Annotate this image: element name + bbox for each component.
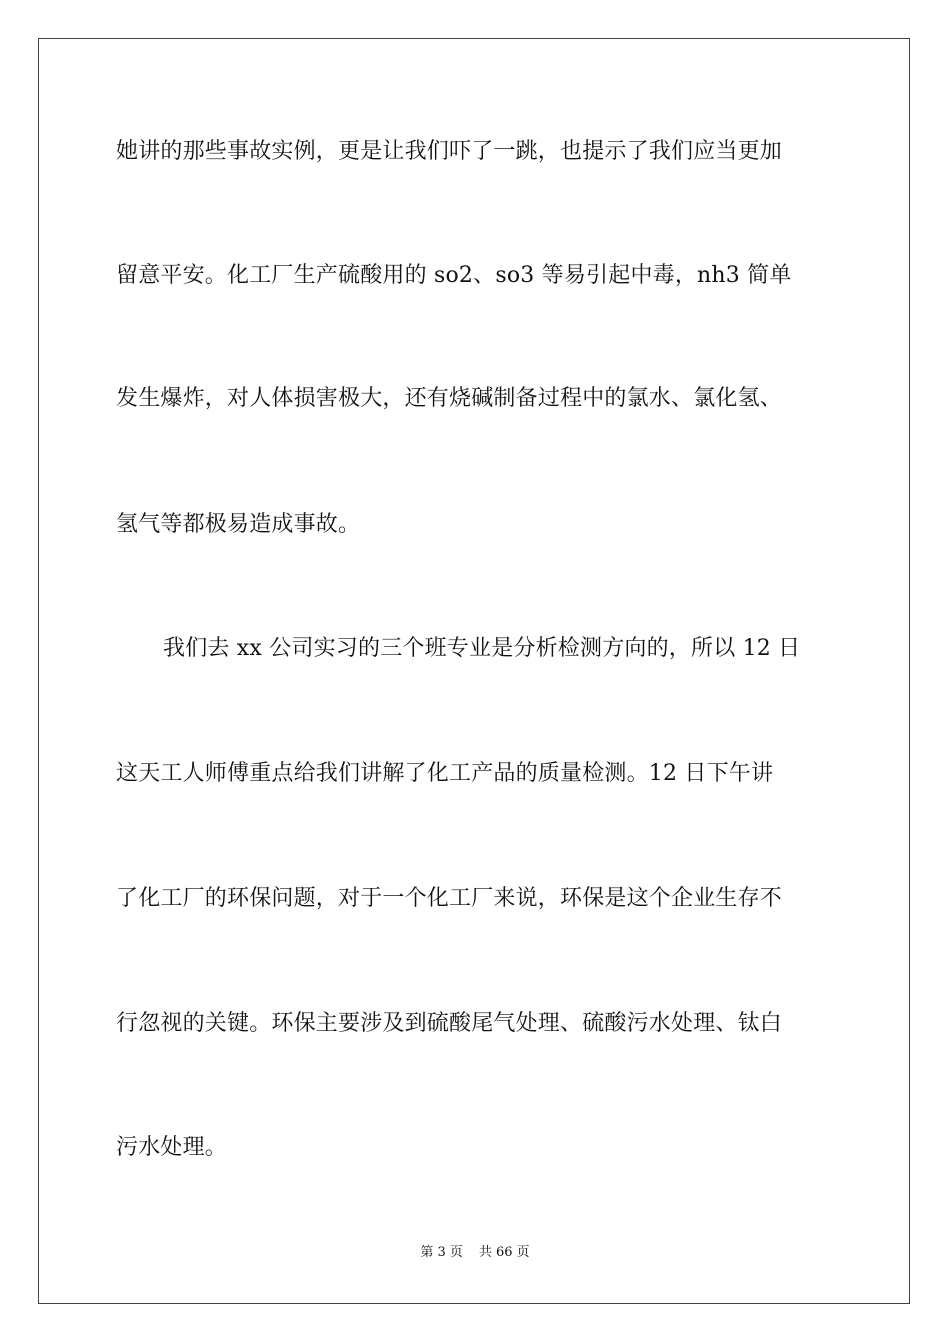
text-line-8: 行忽视的关键。环保主要涉及到硫酸尾气处理、硫酸污水处理、钛白 <box>116 1011 783 1036</box>
page-number-current: 第 3 页 <box>420 1245 463 1260</box>
text-line-9: 污水处理。 <box>116 1135 228 1160</box>
page-border <box>38 38 910 1304</box>
page-footer <box>0 1244 950 1262</box>
text-line-1: 她讲的那些事故实例，更是让我们吓了一跳，也提示了我们应当更加 <box>116 139 783 164</box>
page-number-total: 共 66 页 <box>478 1245 530 1260</box>
text-line-7: 了化工厂的环保问题，对于一个化工厂来说，环保是这个企业生存不 <box>116 886 783 911</box>
text-line-5: 我们去 xx 公司实习的三个班专业是分析检测方向的，所以 12 日 <box>163 636 801 661</box>
text-line-2: 留意平安。化工厂生产硫酸用的 so2、so3 等易引起中毒，nh3 简单 <box>116 263 792 288</box>
text-line-6: 这天工人师傅重点给我们讲解了化工产品的质量检测。12 日下午讲 <box>116 761 774 786</box>
text-line-3: 发生爆炸，对人体损害极大，还有烧碱制备过程中的氯水、氯化氢、 <box>116 386 783 411</box>
text-line-4: 氢气等都极易造成事故。 <box>116 512 361 537</box>
